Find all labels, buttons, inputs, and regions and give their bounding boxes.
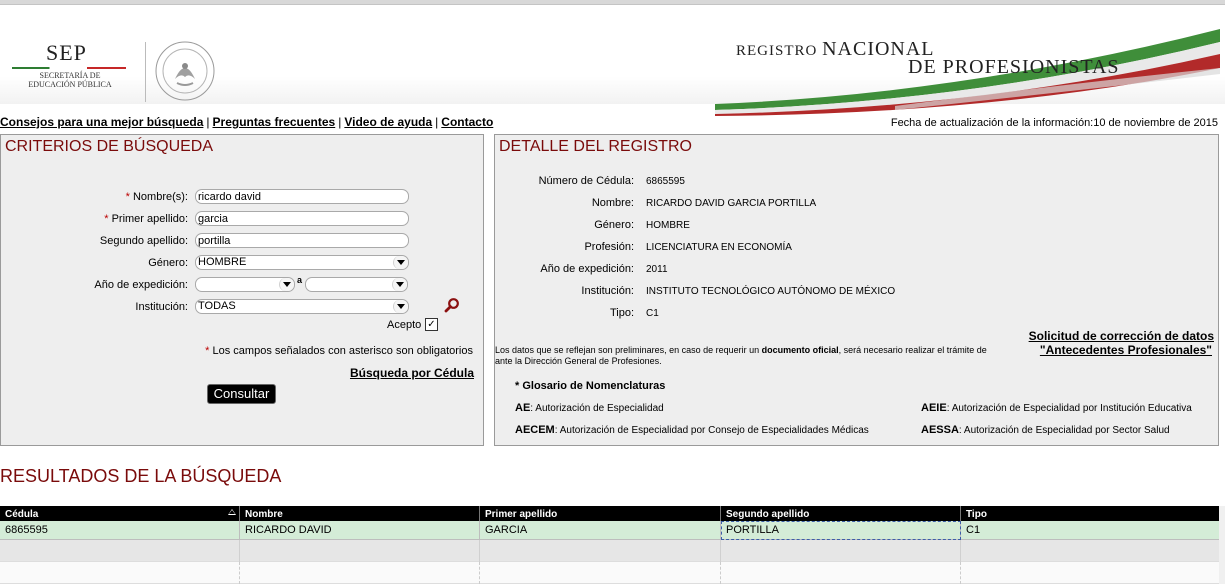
update-date: Fecha de actualización de la información:10 de noviembre de 2015 xyxy=(890,117,1218,129)
glosario-abbr: AEIE xyxy=(921,402,947,414)
empty-cell xyxy=(240,540,480,562)
detalle-label: Nombre: xyxy=(591,197,634,209)
cell-segundo-apellido[interactable]: PORTILLA xyxy=(721,521,961,540)
empty-cell xyxy=(0,540,240,562)
search-icon[interactable] xyxy=(444,297,460,313)
primer-apellido-row xyxy=(0,211,484,229)
sep-logo-word: SEP xyxy=(46,40,87,65)
required-asterisk: * xyxy=(125,191,130,203)
institucion-selected-value: TODAS xyxy=(198,300,236,312)
detalle-row-genero xyxy=(494,219,1219,235)
table-row-empty xyxy=(0,540,1219,562)
glosario-text: : Autorización de Especialidad por Sector Salud xyxy=(958,425,1170,436)
detalle-label: Género: xyxy=(594,219,634,231)
genero-row xyxy=(0,255,484,273)
empty-cell xyxy=(961,540,1219,562)
glosario-text: : Autorización de Especialidad por Institución Educativa xyxy=(946,403,1192,414)
anio-label: Año de expedición: xyxy=(94,279,188,291)
nombre-label-text: Nombre(s): xyxy=(132,191,188,203)
acepto-checkbox[interactable]: ✓ xyxy=(425,318,438,331)
detalle-label: Profesión: xyxy=(584,241,634,253)
results-header xyxy=(0,506,1219,521)
detalle-row-cedula xyxy=(494,175,1219,191)
detalle-title: DETALLE DEL REGISTRO xyxy=(499,138,692,155)
genero-select[interactable] xyxy=(195,255,409,270)
empty-cell xyxy=(240,562,480,584)
required-fields-note xyxy=(205,345,473,357)
note-text-2: , será necesario realizar el trámite de xyxy=(838,345,987,355)
cell-cedula[interactable]: 6865595 xyxy=(0,521,240,540)
glosario-text: : Autorización de Especialidad xyxy=(530,403,664,414)
national-seal-icon xyxy=(153,39,217,103)
glosario-abbr: AESSA xyxy=(921,424,959,436)
sort-up-icon[interactable] xyxy=(228,509,236,515)
sep-logo-subtitle xyxy=(12,71,128,89)
glosario-item xyxy=(515,424,869,436)
detalle-value: 6865595 xyxy=(646,176,685,187)
empty-cell xyxy=(961,562,1219,584)
chevron-down-icon[interactable] xyxy=(393,300,408,313)
note-text-1: Los datos que se reflejan son preliminares, en caso de requerir un xyxy=(495,345,762,355)
detalle-row-nombre xyxy=(494,197,1219,213)
nombre-label xyxy=(126,191,188,203)
link-separator: | xyxy=(435,115,439,129)
sep-logo-subtitle-line2: EDUCACIÓN PÚBLICA xyxy=(28,80,112,89)
criterios-title: CRITERIOS DE BÚSQUEDA xyxy=(5,138,214,155)
column-header-segundo-apellido[interactable]: Segundo apellido xyxy=(721,506,961,521)
anio-desde-select[interactable] xyxy=(195,277,295,292)
detalle-value: LICENCIATURA EN ECONOMÍA xyxy=(646,242,792,253)
column-header-primer-apellido[interactable]: Primer apellido xyxy=(480,506,721,521)
detalle-label: Tipo: xyxy=(609,307,634,319)
empty-cell xyxy=(480,540,721,562)
anio-row xyxy=(0,277,484,295)
sep-logo-flag-line xyxy=(12,67,126,69)
link-preguntas[interactable]: Preguntas frecuentes xyxy=(212,115,336,129)
consultar-button[interactable]: Consultar xyxy=(207,384,276,404)
required-asterisk: * xyxy=(205,345,210,357)
results-scrollbar[interactable] xyxy=(1219,506,1225,584)
note-text-bold: documento oficial xyxy=(761,345,839,355)
link-consejos[interactable]: Consejos para una mejor búsqueda xyxy=(0,115,204,129)
detalle-label: Institución: xyxy=(581,285,634,297)
table-row[interactable] xyxy=(0,521,1219,540)
column-header-label: Cédula xyxy=(5,509,39,520)
segundo-apellido-input[interactable] xyxy=(195,233,409,248)
institucion-label: Institución: xyxy=(135,301,188,313)
nombre-input[interactable] xyxy=(195,189,409,204)
detalle-label: Número de Cédula: xyxy=(538,175,634,187)
glosario-abbr: AE xyxy=(515,402,531,414)
site-header xyxy=(0,12,1225,104)
column-header-cedula[interactable] xyxy=(0,506,240,521)
segundo-apellido-label: Segundo apellido: xyxy=(99,235,188,247)
chevron-down-icon[interactable] xyxy=(392,278,407,291)
glosario-title: * Glosario de Nomenclaturas xyxy=(515,380,666,392)
logo-divider xyxy=(145,42,146,102)
primer-apellido-label-text: Primer apellido: xyxy=(111,213,188,225)
genero-label: Género: xyxy=(148,257,188,269)
help-links xyxy=(0,115,493,129)
solicitud-correccion-link[interactable]: Solicitud de corrección de datos xyxy=(1028,329,1214,343)
institucion-row xyxy=(0,299,484,317)
detalle-value: 2011 xyxy=(646,264,668,275)
preliminary-data-note xyxy=(495,345,1217,367)
detalle-value: INSTITUTO TECNOLÓGICO AUTÓNOMO DE MÉXICO xyxy=(646,286,896,297)
detalle-value: C1 xyxy=(646,308,659,319)
primer-apellido-label xyxy=(104,213,188,225)
registro-word: REGISTRO xyxy=(736,43,823,59)
empty-cell xyxy=(0,562,240,584)
cell-primer-apellido[interactable]: GARCIA xyxy=(480,521,721,540)
chevron-down-icon[interactable] xyxy=(279,278,294,291)
nombre-row xyxy=(0,189,484,207)
cell-nombre[interactable]: RICARDO DAVID xyxy=(240,521,480,540)
registro-title-line2: DE PROFESIONISTAS xyxy=(908,56,1120,78)
anio-hasta-select[interactable] xyxy=(305,277,408,292)
nacional-word: NACIONAL xyxy=(822,38,935,60)
institucion-select[interactable] xyxy=(195,299,409,314)
table-row-empty xyxy=(0,562,1219,584)
link-separator: | xyxy=(206,115,210,129)
required-asterisk: * xyxy=(104,213,109,225)
link-separator: | xyxy=(338,115,342,129)
glosario-item xyxy=(921,402,1192,414)
link-contacto[interactable]: Contacto xyxy=(441,115,494,129)
antecedentes-link[interactable]: "Antecedentes Profesionales" xyxy=(1039,343,1212,357)
detalle-label: Año de expedición: xyxy=(540,263,634,275)
anio-range-separator: a xyxy=(297,275,303,285)
empty-cell xyxy=(480,562,721,584)
detalle-value: RICARDO DAVID GARCIA PORTILLA xyxy=(646,198,817,209)
segundo-apellido-row xyxy=(0,233,484,251)
glosario-text: : Autorización de Especialidad por Consejo de Especialidades Médicas xyxy=(554,425,869,436)
cell-tipo[interactable]: C1 xyxy=(966,524,981,536)
chevron-down-icon[interactable] xyxy=(393,256,408,269)
detalle-row-tipo xyxy=(494,307,1219,323)
acepto-label: Acepto xyxy=(387,319,422,331)
link-video[interactable]: Video de ayuda xyxy=(344,115,433,129)
glosario-item xyxy=(515,402,664,414)
genero-selected-value: HOMBRE xyxy=(198,256,247,268)
browser-top-edge xyxy=(0,0,1225,5)
detalle-row-institucion xyxy=(494,285,1219,301)
primer-apellido-input[interactable] xyxy=(195,211,409,226)
required-fields-text: Los campos señalados con asterisco son obligatorios xyxy=(212,345,473,357)
sep-logo xyxy=(12,40,128,100)
sep-logo-subtitle-line1: SECRETARÍA DE xyxy=(39,71,101,80)
glosario-abbr: AECEM xyxy=(515,424,555,436)
column-header-nombre[interactable]: Nombre xyxy=(240,506,480,521)
registro-title-line1 xyxy=(736,38,935,61)
empty-cell xyxy=(721,540,961,562)
empty-cell xyxy=(721,562,961,584)
resultados-title: RESULTADOS DE LA BÚSQUEDA xyxy=(0,466,282,486)
detalle-row-profesion xyxy=(494,241,1219,257)
glosario-item xyxy=(921,424,1170,436)
column-header-tipo[interactable]: Tipo xyxy=(966,509,987,520)
busqueda-cedula-link[interactable]: Búsqueda por Cédula xyxy=(349,366,474,380)
detalle-row-anio xyxy=(494,263,1219,279)
note-text-3: ante la Dirección General de Profesiones. xyxy=(495,356,662,366)
detalle-value: HOMBRE xyxy=(646,220,690,231)
